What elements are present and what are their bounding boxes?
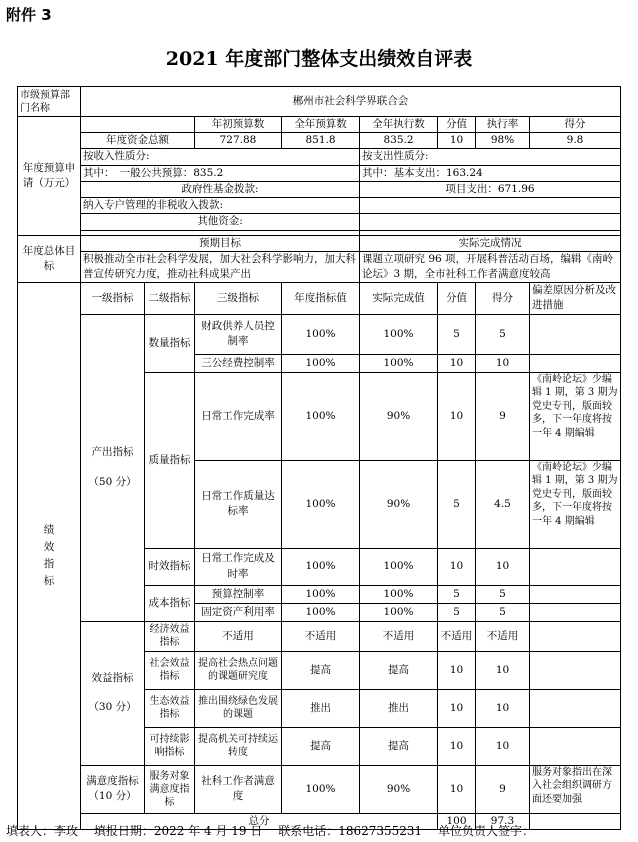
indicator-name: 社科工作者满意度 xyxy=(195,765,282,813)
indicator-actual: 100% xyxy=(360,354,438,372)
total-exec: 835.2 xyxy=(360,133,438,149)
indicator-name: 日常工作完成率 xyxy=(195,372,282,460)
indicator-actual: 100% xyxy=(360,603,438,621)
indicator-score: 5 xyxy=(438,585,476,603)
by-expense-nature: 按支出性质分: xyxy=(360,149,621,165)
attachment-label: 附件 3 xyxy=(6,6,52,24)
footer xyxy=(6,822,546,839)
indicator-actual: 90% xyxy=(360,765,438,813)
col-exec-rate: 执行率 xyxy=(476,117,530,133)
indicator-target: 提高 xyxy=(282,651,360,689)
col-full-budget: 全年预算数 xyxy=(282,117,360,133)
indicator-name: 固定资产利用率 xyxy=(195,603,282,621)
budget-section-label: 年度预算申请（万元） xyxy=(18,117,81,236)
filler: 填表人：李玫 xyxy=(6,824,79,838)
page-title: 2021 年度部门整体支出绩效自评表 xyxy=(165,48,473,70)
h-actual: 实际完成值 xyxy=(360,283,438,314)
by-income-nature: 按收入性质分: xyxy=(81,149,360,165)
h-level1: 一级指标 xyxy=(81,283,145,314)
total-score-label: 总分 xyxy=(81,813,438,829)
indicator-name: 提高机关可持续运转度 xyxy=(195,727,282,765)
total-rate: 98% xyxy=(476,133,530,149)
total-got-value: 97.3 xyxy=(476,813,530,829)
indicator-target: 100% xyxy=(282,603,360,621)
indicator-actual: 100% xyxy=(360,585,438,603)
cost-indicator: 成本指标 xyxy=(145,585,195,621)
total-full: 851.8 xyxy=(282,133,360,149)
indicator-got: 5 xyxy=(476,314,530,354)
indicator-name: 三公经费控制率 xyxy=(195,354,282,372)
indicator-target: 推出 xyxy=(282,689,360,727)
indicator-actual: 推出 xyxy=(360,689,438,727)
indicator-actual: 90% xyxy=(360,372,438,460)
indicator-target: 100% xyxy=(282,314,360,354)
total-initial: 727.88 xyxy=(195,133,282,149)
performance-table xyxy=(17,86,621,830)
signature-label: 单位负责人签字： xyxy=(438,824,535,838)
quantity-indicator: 数量指标 xyxy=(145,314,195,372)
timeliness-indicator: 时效指标 xyxy=(145,548,195,585)
indicator-score: 10 xyxy=(438,765,476,813)
h-level3: 三级指标 xyxy=(195,283,282,314)
indicator-score: 10 xyxy=(438,354,476,372)
total-score: 10 xyxy=(438,133,476,149)
indicator-got: 4.5 xyxy=(476,460,530,548)
other-funds-label: 其他资金: xyxy=(81,214,360,230)
indicator-note: 《南岭论坛》少编辑 1 期，第 3 期为党史专刊，版面较多，下一年度将按一年 4 期编辑 xyxy=(530,372,621,460)
total-got: 9.8 xyxy=(530,133,621,149)
indicator-got: 5 xyxy=(476,603,530,621)
indicator-target: 不适用 xyxy=(282,621,360,651)
indicator-got: 9 xyxy=(476,765,530,813)
indicator-note xyxy=(530,585,621,603)
indicator-score: 10 xyxy=(438,727,476,765)
indicator-target: 100% xyxy=(282,372,360,460)
indicator-score: 10 xyxy=(438,689,476,727)
indicator-target: 100% xyxy=(282,460,360,548)
indicator-score: 不适用 xyxy=(438,621,476,651)
h-target: 年度指标值 xyxy=(282,283,360,314)
indicator-actual: 不适用 xyxy=(360,621,438,651)
indicator-score: 10 xyxy=(438,548,476,585)
actual-goal-text: 课题立项研究 96 项，开展科普活动百场，编辑《南岭论坛》3 期，全市社科工作者满意度较高 xyxy=(360,251,621,282)
effect-indicator: 效益指标 （30 分） xyxy=(81,621,145,765)
indicator-score: 5 xyxy=(438,314,476,354)
expected-goal-text: 积极推动全市社会科学发展，加大社会科学影响力，加大科普宣传研究力度，推动社科成果产出 xyxy=(81,251,360,282)
social-indicator: 社会效益指标 xyxy=(145,651,195,689)
indicator-name: 日常工作完成及时率 xyxy=(195,548,282,585)
indicator-name: 不适用 xyxy=(195,621,282,651)
col-initial-budget: 年初预算数 xyxy=(195,117,282,133)
indicator-score: 5 xyxy=(438,603,476,621)
indicator-actual: 提高 xyxy=(360,727,438,765)
perf-section-label: 绩效指标 xyxy=(18,283,81,830)
indicator-got: 10 xyxy=(476,548,530,585)
col-score: 分值 xyxy=(438,117,476,133)
general-public-budget: 其中： 一般公共预算：835.2 xyxy=(81,165,360,181)
indicator-note: 《南岭论坛》少编辑 1 期，第 3 期为党史专刊，版面较多，下一年度将按一年 4 期编辑 xyxy=(530,460,621,548)
contact-phone: 联系电话：18627355231 xyxy=(278,824,423,838)
indicator-name: 财政供养人员控制率 xyxy=(195,314,282,354)
indicator-note xyxy=(530,727,621,765)
indicator-target: 100% xyxy=(282,765,360,813)
gov-fund-label: 政府性基金拨款: xyxy=(81,181,360,197)
indicator-actual: 100% xyxy=(360,548,438,585)
h-note: 偏差原因分析及改进措施 xyxy=(530,283,621,314)
indicator-got: 9 xyxy=(476,372,530,460)
basic-expense: 其中：基本支出：163.24 xyxy=(360,165,621,181)
indicator-note xyxy=(530,548,621,585)
indicator-score: 10 xyxy=(438,372,476,460)
indicator-name: 提高社会热点问题的课题研究度 xyxy=(195,651,282,689)
eco-indicator: 生态效益指标 xyxy=(145,689,195,727)
indicator-name: 日常工作质量达标率 xyxy=(195,460,282,548)
col-got: 得分 xyxy=(530,117,621,133)
indicator-actual: 90% xyxy=(360,460,438,548)
indicator-target: 100% xyxy=(282,354,360,372)
col-full-exec: 全年执行数 xyxy=(360,117,438,133)
indicator-target: 提高 xyxy=(282,727,360,765)
h-score: 分值 xyxy=(438,283,476,314)
indicator-note xyxy=(530,354,621,372)
dept-label: 市级预算部门名称 xyxy=(18,87,81,117)
indicator-actual: 提高 xyxy=(360,651,438,689)
project-expense: 项目支出：671.96 xyxy=(360,181,621,197)
indicator-note: 服务对象指出在深入社会组织调研方面还要加强 xyxy=(530,765,621,813)
expected-goal-header: 预期目标 xyxy=(81,235,360,251)
indicator-target: 100% xyxy=(282,548,360,585)
indicator-got: 10 xyxy=(476,727,530,765)
indicator-note xyxy=(530,314,621,354)
indicator-got: 10 xyxy=(476,689,530,727)
indicator-note xyxy=(530,603,621,621)
quality-indicator: 质量指标 xyxy=(145,372,195,548)
total-funds-label: 年度资金总额 xyxy=(81,133,195,149)
non-tax-label: 纳入专户管理的非税收入拨款: xyxy=(81,198,360,214)
econ-indicator: 经济效益指标 xyxy=(145,621,195,651)
dept-name: 郴州市社会科学界联合会 xyxy=(81,87,621,117)
indicator-got: 10 xyxy=(476,354,530,372)
fill-date: 填报日期：2022 年 4 月 19 日 xyxy=(93,824,263,838)
indicator-score: 10 xyxy=(438,651,476,689)
indicator-name: 预算控制率 xyxy=(195,585,282,603)
indicator-note xyxy=(530,651,621,689)
satisfaction-indicator: 满意度指标 （10 分） xyxy=(81,765,145,813)
indicator-actual: 100% xyxy=(360,314,438,354)
indicator-got: 10 xyxy=(476,651,530,689)
indicator-name: 推出围绕绿色发展的课题 xyxy=(195,689,282,727)
indicator-got: 不适用 xyxy=(476,621,530,651)
h-got: 得分 xyxy=(476,283,530,314)
actual-goal-header: 实际完成情况 xyxy=(360,235,621,251)
service-satisfaction-indicator: 服务对象满意度指标 xyxy=(145,765,195,813)
goal-section-label: 年度总体目标 xyxy=(18,235,81,283)
indicator-note xyxy=(530,689,621,727)
indicator-target: 100% xyxy=(282,585,360,603)
output-indicator: 产出指标 （50 分） xyxy=(81,314,145,621)
indicator-got: 5 xyxy=(476,585,530,603)
indicator-score: 5 xyxy=(438,460,476,548)
sustain-indicator: 可持续影响指标 xyxy=(145,727,195,765)
indicator-note xyxy=(530,621,621,651)
h-level2: 二级指标 xyxy=(145,283,195,314)
total-score-value: 100 xyxy=(438,813,476,829)
